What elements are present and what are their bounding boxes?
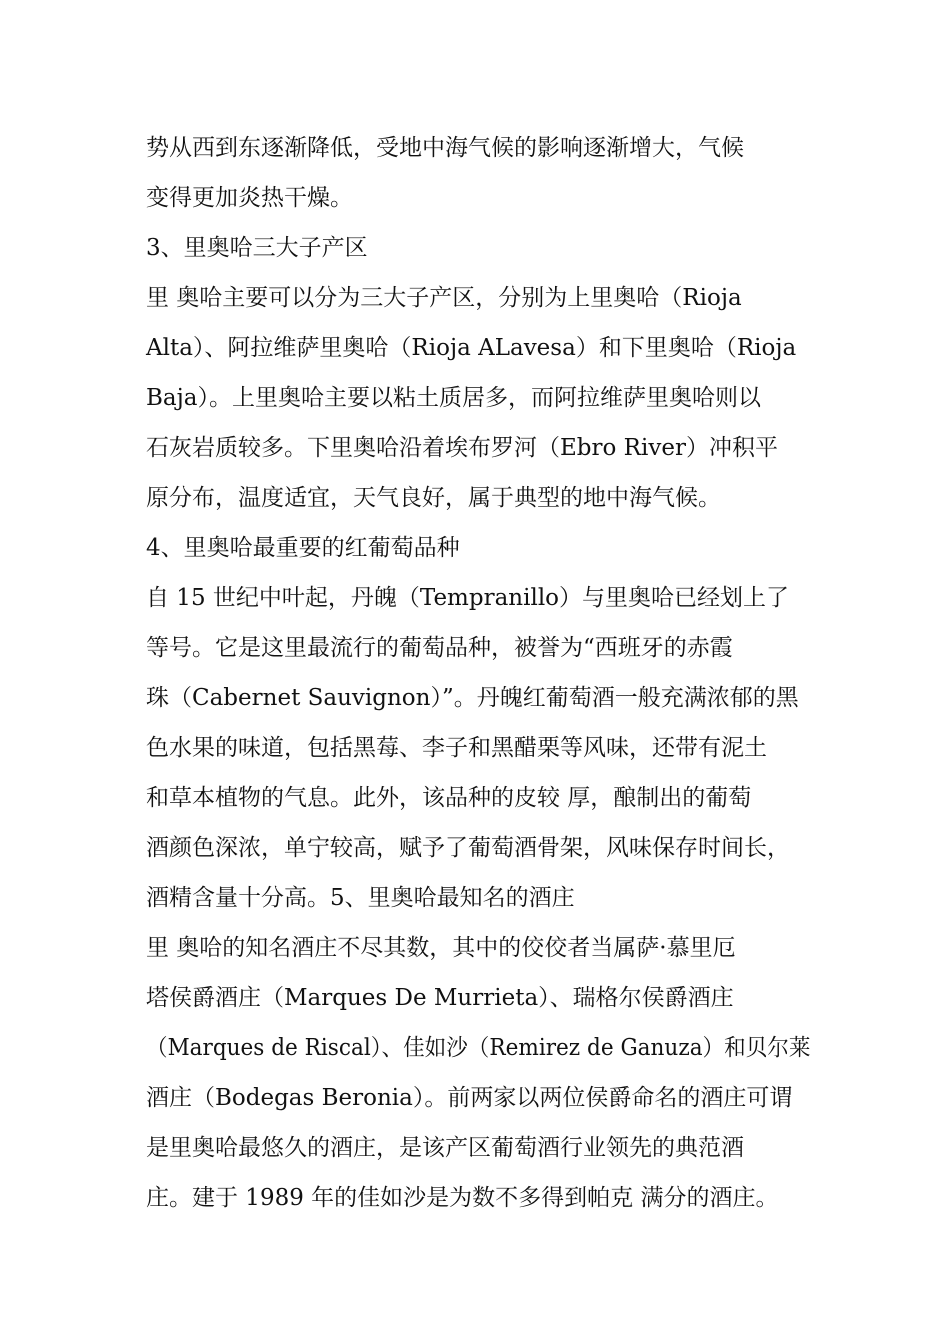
text-line: 变得更加炎热干燥。: [146, 185, 353, 211]
text-line: 是里奥哈最悠久的酒庄，是该产区葡萄酒行业领先的典范酒: [146, 1135, 744, 1161]
section-heading: 3、里奥哈三大子产区: [146, 235, 368, 261]
text-line: 里 奥哈的知名酒庄不尽其数，其中的佼佼者当属萨·慕里厄: [146, 935, 736, 961]
section-heading: 4、里奥哈最重要的红葡萄品种: [146, 535, 460, 561]
text-line: 里 奥哈主要可以分为三大子产区，分别为上里奥哈（Rioja: [146, 285, 742, 311]
text-line: 酒颜色深浓，单宁较高，赋予了葡萄酒骨架，风味保存时间长，: [146, 835, 790, 861]
text-line: 原分布，温度适宜，天气良好，属于典型的地中海气候。: [146, 485, 721, 511]
text-line: Alta）、阿拉维萨里奥哈（Rioja ALavesa）和下里奥哈（Rioja: [146, 335, 797, 361]
text-line: 石灰岩质较多。下里奥哈沿着埃布罗河（Ebro River）冲积平: [146, 435, 778, 461]
text-line: 塔侯爵酒庄（Marques De Murrieta）、瑞格尔侯爵酒庄: [146, 985, 734, 1011]
text-line: 和草本植物的气息。此外，该品种的皮较 厚，酿制出的葡萄: [146, 785, 752, 811]
text-line: 等号。它是这里最流行的葡萄品种，被誉为“西班牙的赤霞: [146, 635, 733, 661]
text-line: 自 15 世纪中叶起，丹魄（Tempranillo）与里奥哈已经划上了: [146, 585, 790, 611]
text-line: 珠（Cabernet Sauvignon）”。丹魄红葡萄酒一般充满浓郁的黑: [146, 685, 799, 711]
text-line: 酒庄（Bodegas Beronia）。前两家以两位侯爵命名的酒庄可谓: [146, 1085, 793, 1111]
text-line: 势从西到东逐渐降低，受地中海气候的影响逐渐增大，气候: [146, 135, 744, 161]
text-line: 庄。建于 1989 年的佳如沙是为数不多得到帕克 满分的酒庄。: [146, 1185, 779, 1211]
text-line: 酒精含量十分高。5、里奥哈最知名的酒庄: [146, 885, 575, 911]
text-line: （Marques de Riscal）、佳如沙（Remirez de Ganuza）和贝尔莱: [146, 1035, 811, 1061]
text-line: 色水果的味道，包括黑莓、李子和黑醋栗等风味，还带有泥土: [146, 735, 767, 761]
text-line: Baja）。上里奥哈主要以粘土质居多，而阿拉维萨里奥哈则以: [146, 385, 761, 411]
